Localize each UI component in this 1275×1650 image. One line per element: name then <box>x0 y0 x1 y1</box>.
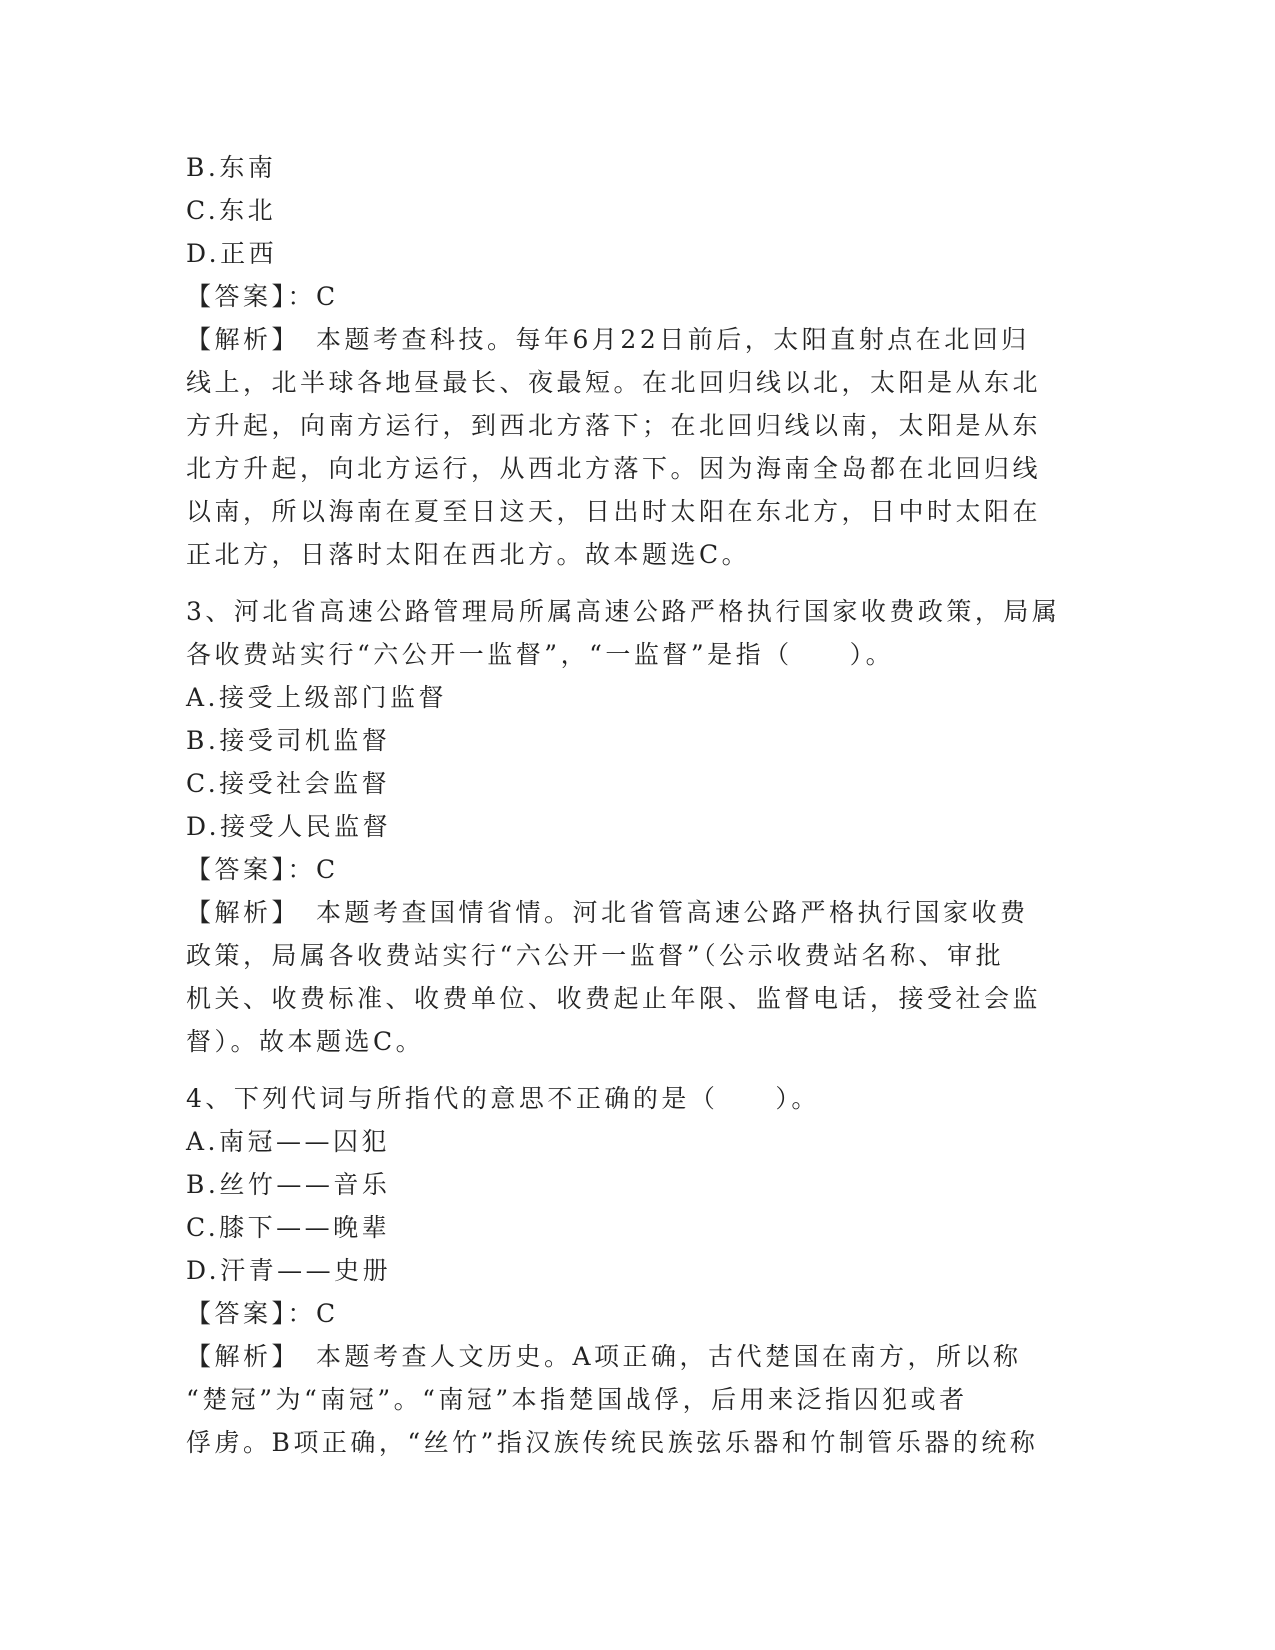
q2-option-c: C.东北 <box>186 196 277 225</box>
q2-analysis-line: 方升起，向南方运行，到西北方落下；在北回归线以南，太阳是从东 <box>186 411 1042 440</box>
q4-answer: 【答案】：C <box>186 1299 339 1328</box>
q2-option-d: D.正西 <box>186 239 278 268</box>
q4-option-d: D.汗青——史册 <box>186 1256 392 1285</box>
q3-analysis-line: 政策，局属各收费站实行“六公开一监督”（公示收费站名称、审批 <box>186 941 1005 970</box>
document-body <box>186 146 1086 1464</box>
q3-option-c: C.接受社会监督 <box>186 769 391 798</box>
q3-option-d: D.接受人民监督 <box>186 812 392 841</box>
q3-option-a: A.接受上级部门监督 <box>186 683 448 712</box>
q2-analysis-line: 以南，所以海南在夏至日这天，日出时太阳在东北方，日中时太阳在 <box>186 497 1042 526</box>
q2-analysis-line: 北方升起，向北方运行，从西北方落下。因为海南全岛都在北回归线 <box>186 454 1042 483</box>
q4-option-b: B.丝竹——音乐 <box>186 1170 391 1199</box>
q3-stem-line: 3、河北省高速公路管理局所属高速公路严格执行国家收费政策，局属 <box>186 597 1061 626</box>
spacer <box>186 576 1086 590</box>
q4-option-a: A.南冠——囚犯 <box>186 1127 391 1156</box>
q2-answer: 【答案】：C <box>186 282 339 311</box>
q2-analysis-line: 【解析】 本题考查科技。每年6月22日前后，太阳直射点在北回归 <box>186 325 1030 354</box>
q2-option-b: B.东南 <box>186 153 277 182</box>
q4-analysis-line: “楚冠”为“南冠”。“南冠”本指楚国战俘，后用来泛指囚犯或者 <box>186 1385 968 1414</box>
spacer <box>186 1063 1086 1077</box>
q4-analysis-line: 俘虏。B项正确，“丝竹”指汉族传统民族弦乐器和竹制管乐器的统称 <box>186 1428 1039 1457</box>
q4-stem-line: 4、下列代词与所指代的意思不正确的是（ ）。 <box>186 1084 820 1113</box>
q3-analysis-line: 督）。故本题选C。 <box>186 1027 425 1056</box>
q4-analysis-line: 【解析】 本题考查人文历史。A项正确，古代楚国在南方，所以称 <box>186 1342 1022 1371</box>
q4-option-c: C.膝下——晚辈 <box>186 1213 391 1242</box>
q3-answer: 【答案】：C <box>186 855 339 884</box>
q3-stem-line: 各收费站实行“六公开一监督”，“一监督”是指（ ）。 <box>186 640 895 669</box>
q3-analysis-line: 机关、收费标准、收费单位、收费起止年限、监督电话，接受社会监 <box>186 984 1042 1013</box>
q2-analysis-line: 正北方，日落时太阳在西北方。故本题选C。 <box>186 540 751 569</box>
q3-option-b: B.接受司机监督 <box>186 726 391 755</box>
q2-analysis-line: 线上，北半球各地昼最长、夜最短。在北回归线以北，太阳是从东北 <box>186 368 1042 397</box>
q3-analysis-line: 【解析】 本题考查国情省情。河北省管高速公路严格执行国家收费 <box>186 898 1029 927</box>
